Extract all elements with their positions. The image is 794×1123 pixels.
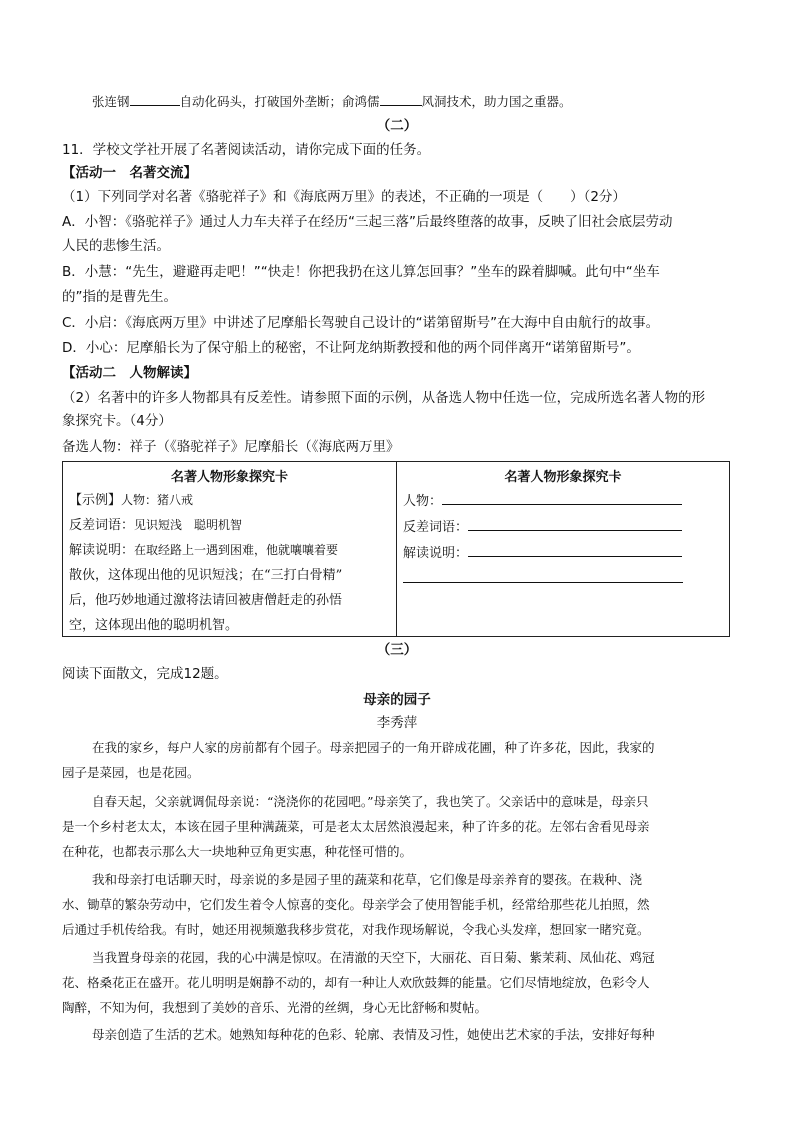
answer-explain-field[interactable]: [468, 540, 682, 557]
answer-contrast-row: 反差词语：: [397, 514, 729, 540]
option-a-line1: A．小智：《骆驼祥子》通过人力车夫祥子在经历“三起三落”后最终堕落的故事，反映了旧社会底层劳动: [62, 214, 673, 230]
section-3-heading: （三）: [376, 642, 418, 658]
section-2-heading: （二）: [376, 118, 418, 134]
answer-explain-field-2[interactable]: [403, 566, 683, 583]
example-card-title: 名著人物形象探究卡: [170, 470, 288, 485]
activity2-heading: 【活动二 人物解读】: [62, 365, 197, 381]
essay-p2-line2: 是一个乡村老太太，本该在园子里种满蔬菜，可是老太太居然浪漫起来，种了许多的花。左邻右舍看见母亲: [62, 819, 650, 834]
example-explain-row: 解读说明：在取经路上一遇到困难，他就嚷嚷着要: [69, 543, 339, 558]
answer-blank-2[interactable]: [380, 91, 422, 106]
essay-p4-line1: 当我置身母亲的花园，我的心中满是惊叹。在清澈的天空下，大丽花、百日菊、紫茉莉、凤仙花、鸡冠: [92, 950, 655, 965]
q11-1-stem: （1）下列同学对名著《骆驼祥子》和《海底两万里》的表述，不正确的一项是（ ）（2分）: [62, 189, 626, 205]
option-b-line1: B．小慧：“先生，避避再走吧！”“快走！你把我扔在这儿算怎回事？”坐车的跺着脚喊。此句中“坐车: [62, 264, 660, 280]
answer-explain-row: 解读说明：: [397, 540, 729, 566]
essay-p5-line1: 母亲创造了生活的艺术。她熟知每种花的色彩、轮廓、表情及习性，她使出艺术家的手法，安排好每种: [92, 1027, 655, 1042]
activity1-heading: 【活动一 名著交流】: [62, 165, 197, 181]
essay-p4-line2: 花、格桑花正在盛开。花儿明明是娴静不动的，却有一种让人欢欣鼓舞的能量。它们尽情地绽放，色彩令人: [62, 975, 650, 990]
example-person-row: 【示例】人物：猪八戒: [69, 493, 194, 508]
essay-p2-line1: 自春天起，父亲就调侃母亲说：“浇浇你的花园吧。”母亲笑了，我也笑了。父亲话中的意味是，母亲只: [92, 794, 649, 809]
q12-intro: 阅读下面散文，完成12题。: [62, 666, 228, 682]
answer-blank-1[interactable]: [130, 91, 180, 106]
essay-p1-line1: 在我的家乡，每户人家的房前都有个园子。母亲把园子的一角开辟成花圃，种了许多花，因此，我家的: [92, 740, 655, 755]
answer-person-field[interactable]: [442, 488, 682, 505]
essay-p2-line3: 在种花，也都表示那么大一块地种豆角更实惠，种花怪可惜的。: [62, 844, 413, 859]
essay-p3-line2: 水、锄草的繁杂劳动中，它们发生着令人惊喜的变化。母亲学会了使用智能手机，经常给那些花儿拍照，然: [62, 897, 650, 912]
example-card: [63, 462, 397, 637]
answer-card: [397, 462, 730, 637]
answer-explain-line2: [397, 566, 729, 592]
essay-p3-line1: 我和母亲打电话聊天时，母亲说的多是园子里的蔬菜和花草，它们像是母亲养育的婴孩。在栽种、浇: [92, 872, 643, 887]
essay-p1-line2: 园子是菜园，也是花园。: [62, 765, 200, 780]
essay-author: 李秀萍: [376, 715, 418, 731]
q10-line: 张连钢 自动化码头，打破国外垄断；俞鸿儒 风洞技术，助力国之重器。: [92, 91, 732, 112]
option-a-line2: 人民的悲惨生活。: [62, 238, 170, 254]
example-explain-line2: 散伙，这体现出他的见识短浅；在“三打白骨精”: [69, 568, 343, 583]
option-d: D．小心：尼摩船长为了保守船上的秘密，不让阿龙纳斯教授和他的两个同伴离开“诺第留斯号”。: [62, 340, 640, 356]
example-explain-line3: 后，他巧妙地通过激将法请回被唐僧赶走的孙悟: [69, 593, 343, 608]
answer-person-row: 人物：: [397, 488, 729, 514]
answer-card-title: 名著人物形象探究卡: [504, 470, 622, 485]
example-contrast-row: 反差词语：见识短浅 聪明机智: [69, 518, 243, 533]
essay-p3-line3: 后通过手机传给我。有时，她还用视频邀我移步赏花，对我作现场解说，令我心头发痒，想回家一睹究竟。: [62, 922, 650, 937]
q11-intro: 11．学校文学社开展了名著阅读活动，请你完成下面的任务。: [62, 142, 431, 158]
answer-contrast-field[interactable]: [468, 514, 682, 531]
option-c: C．小启：《海底两万里》中讲述了尼摩船长驾驶自己设计的“诺第留斯号”在大海中自由航行的故事。: [62, 315, 660, 331]
example-explain-line4: 空，这体现出他的聪明机智。: [69, 618, 239, 633]
q11-2-line1: （2）名著中的许多人物都具有反差性。请参照下面的示例，从备选人物中任选一位，完成所选名著人物的形: [62, 390, 706, 406]
candidate-characters: 备选人物：祥子（《骆驼祥子》尼摩船长（《海底两万里》: [62, 439, 400, 455]
essay-p4-line3: 陶醉，不知为何，我想到了美妙的音乐、光滑的丝绸，身心无比舒畅和熨帖。: [62, 1000, 488, 1015]
q11-2-line2: 象探究卡。（4分）: [62, 413, 172, 429]
option-b-line2: 的”指的是曹先生。: [62, 289, 177, 305]
essay-title: 母亲的园子: [363, 692, 431, 708]
character-card-table: [62, 461, 730, 637]
